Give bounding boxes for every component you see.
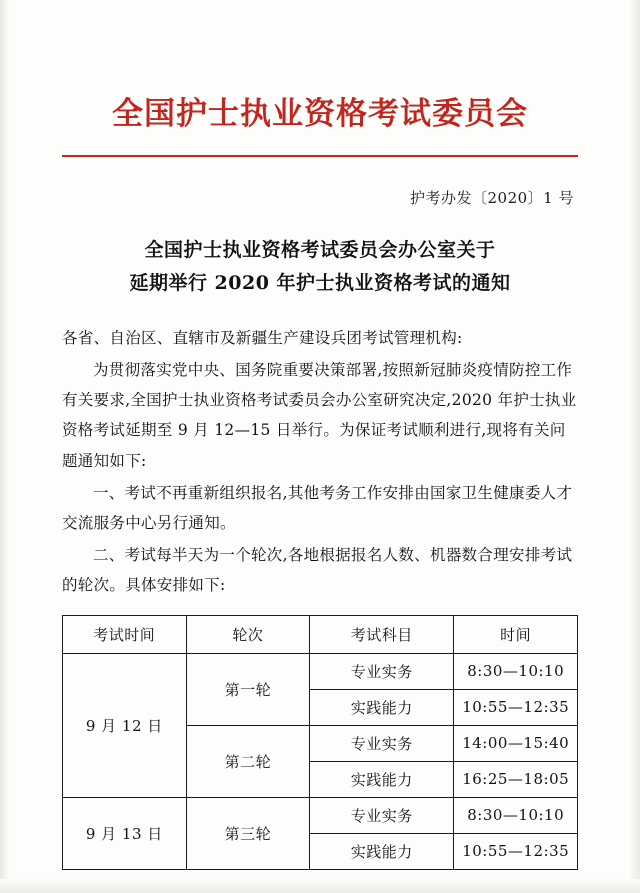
cell-exam-subject: 实践能力 bbox=[310, 761, 454, 797]
column-header-subject: 考试科目 bbox=[310, 615, 454, 653]
masthead bbox=[62, 0, 578, 157]
cell-exam-time: 8:30—10:10 bbox=[454, 653, 578, 689]
scan-edge-right bbox=[628, 0, 640, 893]
document-title bbox=[62, 234, 578, 301]
table-header-row bbox=[63, 615, 578, 653]
table-row bbox=[63, 653, 578, 689]
addressee-paragraph: 各省、自治区、直辖市及新疆生产建设兵团考试管理机构: bbox=[62, 328, 463, 347]
column-header-date: 考试时间 bbox=[63, 615, 187, 653]
column-header-time: 时间 bbox=[454, 615, 578, 653]
document-number: 护考办发〔2020〕1 号 bbox=[410, 189, 574, 208]
cell-exam-time: 16:25—18:05 bbox=[454, 761, 578, 797]
cell-exam-subject: 专业实务 bbox=[310, 725, 454, 761]
cell-exam-subject: 实践能力 bbox=[310, 833, 454, 869]
table-row bbox=[63, 797, 578, 833]
cell-exam-date: 9 月 12 日 bbox=[63, 653, 187, 797]
document-body bbox=[62, 323, 578, 601]
cell-exam-time: 10:55—12:35 bbox=[454, 689, 578, 725]
masthead-divider bbox=[62, 155, 578, 157]
cell-exam-time: 10:55—12:35 bbox=[454, 833, 578, 869]
cell-exam-round: 第三轮 bbox=[186, 797, 310, 869]
cell-exam-subject: 专业实务 bbox=[310, 797, 454, 833]
body-paragraph-3: 二、考试每半天为一个轮次,各地根据报名人数、机器数合理安排考试的轮次。具体安排如下: bbox=[62, 546, 573, 595]
document-title-line-1: 全国护士执业资格考试委员会办公室关于 bbox=[144, 239, 496, 262]
scan-edge-bottom bbox=[0, 879, 640, 893]
cell-exam-date: 9 月 13 日 bbox=[63, 797, 187, 869]
cell-exam-subject: 实践能力 bbox=[310, 689, 454, 725]
cell-exam-time: 8:30—10:10 bbox=[454, 797, 578, 833]
exam-schedule-table bbox=[62, 615, 578, 870]
body-paragraph-1: 为贯彻落实党中央、国务院重要决策部署,按照新冠肺炎疫情防控工作有关要求,全国护士执业资格考试委员会办公室研究决定,2020 年护士执业资格考试延期至 9 月 12—15 日举行。为保证考试顺利进行,现将有关问题通知如下: bbox=[62, 360, 577, 470]
scan-edge-left bbox=[0, 0, 10, 893]
cell-exam-time: 14:00—15:40 bbox=[454, 725, 578, 761]
document-title-line-2: 延期举行 2020 年护士执业资格考试的通知 bbox=[129, 272, 511, 295]
cell-exam-round: 第一轮 bbox=[186, 653, 310, 725]
column-header-round: 轮次 bbox=[186, 615, 310, 653]
cell-exam-round: 第二轮 bbox=[186, 725, 310, 797]
organization-title: 全国护士执业资格考试委员会 bbox=[112, 96, 528, 132]
body-paragraph-2: 一、考试不再重新组织报名,其他考务工作安排由国家卫生健康委人才交流服务中心另行通知。 bbox=[62, 483, 573, 532]
table-body bbox=[63, 653, 578, 869]
cell-exam-subject: 专业实务 bbox=[310, 653, 454, 689]
